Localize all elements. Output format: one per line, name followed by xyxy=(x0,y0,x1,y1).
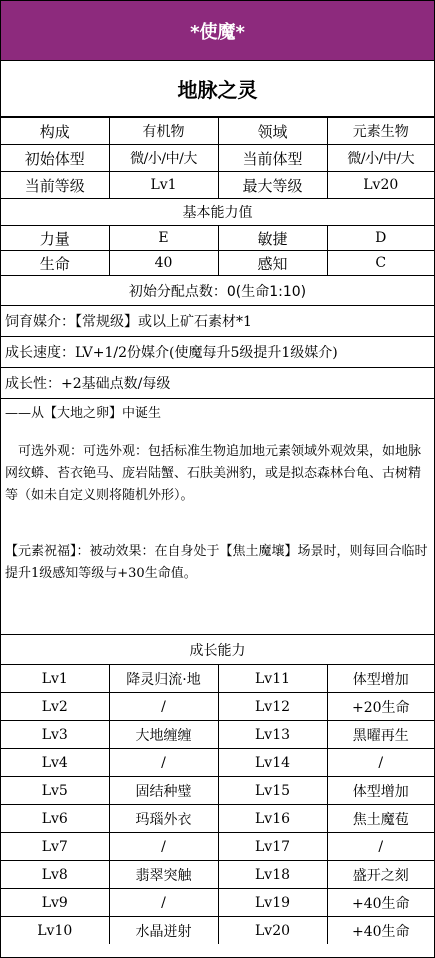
basic-row xyxy=(1,118,434,145)
cell-value: 有机物 xyxy=(109,118,218,145)
blessing-text: 【元素祝福】：被动效果：在自身处于【焦土魔壤】场景时，则每回合临时提升1级感知等级与+30生命值。 xyxy=(5,544,428,581)
ability-value: D xyxy=(327,226,434,251)
skill-name: 体型增加 xyxy=(327,777,434,805)
level-label: Lv7 xyxy=(1,833,109,861)
level-label: Lv20 xyxy=(218,917,327,945)
growth-row xyxy=(1,917,434,945)
growth-table xyxy=(1,665,434,944)
skill-name: 盛开之刻 xyxy=(327,861,434,889)
cell-label: 构成 xyxy=(1,118,109,145)
ability-row xyxy=(1,226,434,251)
growth-row xyxy=(1,833,434,861)
level-label: Lv18 xyxy=(218,861,327,889)
level-label: Lv6 xyxy=(1,805,109,833)
cell-value: Lv1 xyxy=(109,172,218,199)
skill-name: 降灵归流·地 xyxy=(109,665,218,693)
level-label: Lv10 xyxy=(1,917,109,945)
origin-text: ——从【大地之卵】中诞生 xyxy=(5,406,162,421)
skill-name: +40生命 xyxy=(327,917,434,945)
level-label: Lv9 xyxy=(1,889,109,917)
skill-name: +20生命 xyxy=(327,693,434,721)
skill-name: / xyxy=(327,749,434,777)
growth-row xyxy=(1,777,434,805)
skill-name: 黑曜再生 xyxy=(327,721,434,749)
skill-name: +40生命 xyxy=(327,889,434,917)
level-label: Lv5 xyxy=(1,777,109,805)
abilities-table xyxy=(1,226,434,276)
skill-name: / xyxy=(109,889,218,917)
growth-row xyxy=(1,805,434,833)
growth-row xyxy=(1,693,434,721)
level-label: Lv15 xyxy=(218,777,327,805)
ability-label: 力量 xyxy=(1,226,109,251)
level-label: Lv19 xyxy=(218,889,327,917)
familiar-name: 地脉之灵 xyxy=(1,61,434,117)
growth-row xyxy=(1,889,434,917)
cell-label: 领域 xyxy=(218,118,327,145)
level-label: Lv14 xyxy=(218,749,327,777)
growth-rate: 成长性：+2基础点数/每级 xyxy=(1,368,434,399)
ability-row xyxy=(1,251,434,276)
level-label: Lv1 xyxy=(1,665,109,693)
ability-value: E xyxy=(109,226,218,251)
level-label: Lv2 xyxy=(1,693,109,721)
ability-label: 感知 xyxy=(218,251,327,276)
cell-label: 当前体型 xyxy=(218,145,327,172)
basic-row xyxy=(1,172,434,199)
appearance-text: 可选外观：可选外观：包括标准生物追加地元素领域外观效果，如地脉网纹蟒、苔衣铯马、庞岩陆蟹、石肤美洲豹，或是拟态森林台龟、古树精等（如未自定义则将随机外形）。 xyxy=(5,444,422,503)
growth-heading: 成长能力 xyxy=(1,635,434,665)
cell-value: 元素生物 xyxy=(327,118,434,145)
cell-value: 微/小/中/大 xyxy=(327,145,434,172)
cell-value: 微/小/中/大 xyxy=(109,145,218,172)
growth-speed: 成长速度：LV+1/2份媒介(使魔每升5级提升1级媒介) xyxy=(1,337,434,368)
skill-name: 玛瑙外衣 xyxy=(109,805,218,833)
basic-info-table xyxy=(1,117,434,199)
ability-value: C xyxy=(327,251,434,276)
growth-row xyxy=(1,721,434,749)
level-label: Lv16 xyxy=(218,805,327,833)
growth-row xyxy=(1,861,434,889)
skill-name: / xyxy=(109,749,218,777)
skill-name: 固结种璧 xyxy=(109,777,218,805)
ability-label: 生命 xyxy=(1,251,109,276)
level-label: Lv12 xyxy=(218,693,327,721)
sheet-header: *使魔* xyxy=(1,1,434,61)
ability-value: 40 xyxy=(109,251,218,276)
growth-row xyxy=(1,665,434,693)
level-label: Lv13 xyxy=(218,721,327,749)
skill-name: / xyxy=(109,693,218,721)
basic-row xyxy=(1,145,434,172)
abilities-heading: 基本能力值 xyxy=(1,199,434,226)
cell-label: 最大等级 xyxy=(218,172,327,199)
skill-name: / xyxy=(109,833,218,861)
cell-label: 当前等级 xyxy=(1,172,109,199)
skill-name: / xyxy=(327,833,434,861)
level-label: Lv11 xyxy=(218,665,327,693)
initial-points: 初始分配点数：0(生命1:10) xyxy=(1,276,434,306)
skill-name: 翡翠突触 xyxy=(109,861,218,889)
level-label: Lv17 xyxy=(218,833,327,861)
level-label: Lv4 xyxy=(1,749,109,777)
description-block xyxy=(1,399,434,635)
ability-label: 敏捷 xyxy=(218,226,327,251)
cell-label: 初始体型 xyxy=(1,145,109,172)
cell-value: Lv20 xyxy=(327,172,434,199)
feeding-medium: 饲育媒介：【常规级】或以上矿石素材*1 xyxy=(1,306,434,337)
level-label: Lv3 xyxy=(1,721,109,749)
skill-name: 大地缠缠 xyxy=(109,721,218,749)
skill-name: 焦土魔苞 xyxy=(327,805,434,833)
skill-name: 水晶迸射 xyxy=(109,917,218,945)
growth-row xyxy=(1,749,434,777)
skill-name: 体型增加 xyxy=(327,665,434,693)
level-label: Lv8 xyxy=(1,861,109,889)
